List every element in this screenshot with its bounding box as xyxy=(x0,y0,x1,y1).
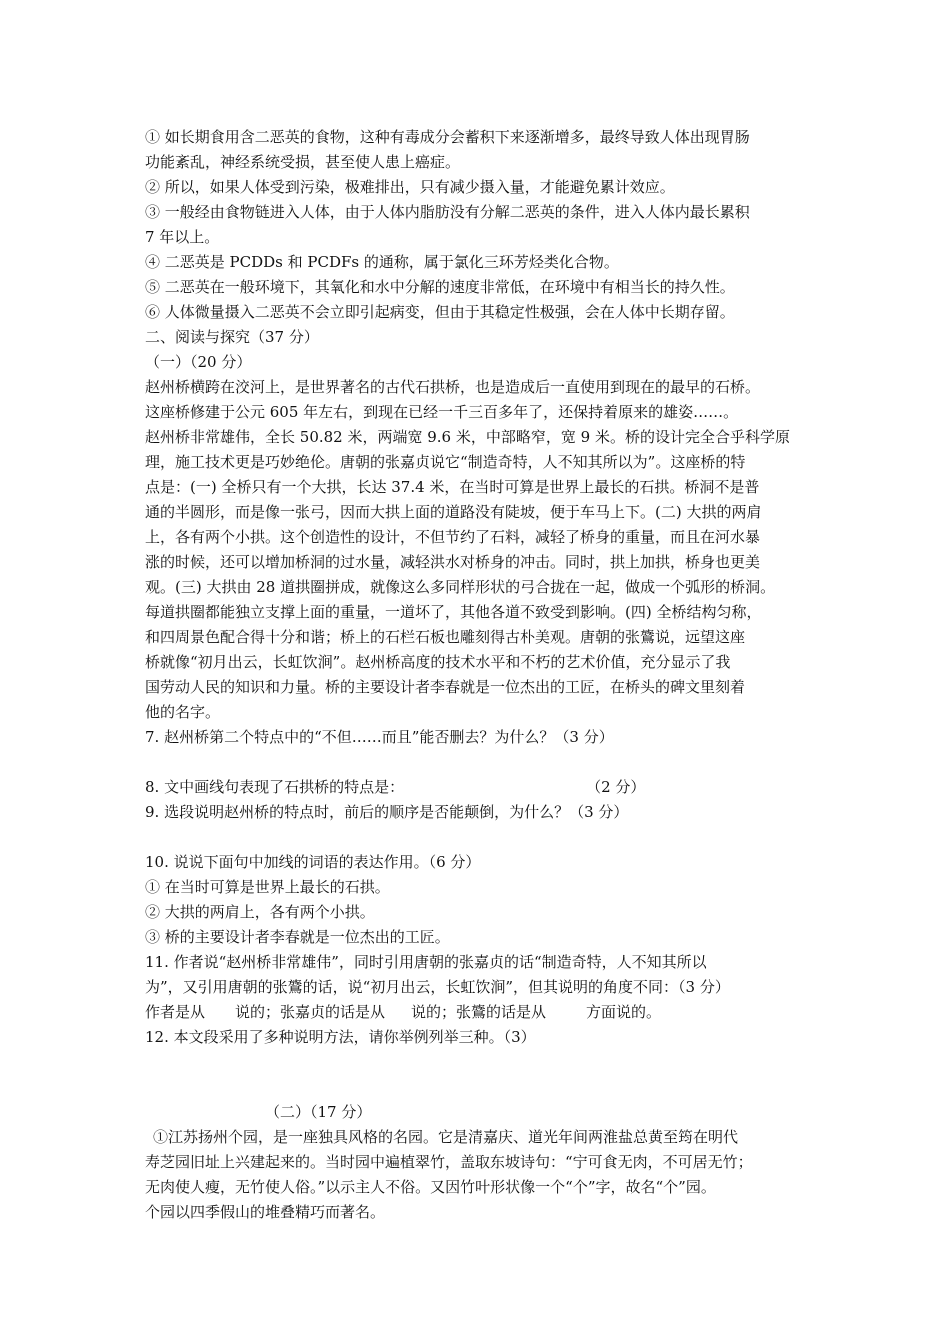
item-2: ② 所以，如果人体受到污染，极难排出，只有减少摄入量，才能避免累计效应。 xyxy=(145,178,675,196)
part-2-passage-line: 个园以四季假山的堆叠精巧而著名。 xyxy=(145,1203,386,1221)
question-11-line-1: 11. 作者说“赵州桥非常雄伟”，同时引用唐朝的张嘉贞的话“制造奇特，人不知其所以 xyxy=(145,953,707,971)
passage-line: 上，各有两个小拱。这个创造性的设计，不但节约了石料，减轻了桥身的重量，而且在河水暴 xyxy=(145,528,761,546)
question-9: 9. 选段说明赵州桥的特点时，前后的顺序是否能颠倒，为什么？（3 分） xyxy=(145,803,629,821)
passage-line: 赵州桥横跨在洨河上，是世界著名的古代石拱桥，也是造成后一直使用到现在的最早的石桥。 xyxy=(145,378,761,396)
question-12: 12. 本文段采用了多种说明方法，请你举例列举三种。（3） xyxy=(145,1028,536,1046)
question-8 xyxy=(145,778,645,796)
passage-line: 和四周景色配合得十分和谐；桥上的石栏石板也雕刻得古朴美观。唐朝的张鷟说，远望这座 xyxy=(145,628,746,646)
part-2-heading: （二）（17 分） xyxy=(265,1103,372,1121)
item-6: ⑥ 人体微量摄入二恶英不会立即引起病变，但由于其稳定性极强，会在人体中长期存留。 xyxy=(145,303,735,321)
question-7: 7. 赵州桥第二个特点中的“不但……而且”能否删去？为什么？（3 分） xyxy=(145,728,614,746)
passage-line: 桥就像“初月出云，长虹饮涧”。赵州桥高度的技术水平和不朽的艺术价值，充分显示了我 xyxy=(145,653,731,671)
question-8-text: 8. 文中画线句表现了石拱桥的特点是： xyxy=(145,778,405,796)
question-10-item: ③ 桥的主要设计者李春就是一位杰出的工匠。 xyxy=(145,928,450,946)
passage-line: 观。(三) 大拱由 28 道拱圈拼成，就像这么多同样形状的弓合拢在一起，做成一个弧形的桥洞。 xyxy=(145,578,776,596)
question-10-item: ① 在当时可算是世界上最长的石拱。 xyxy=(145,878,390,896)
part-2-passage-line: 寿芝园旧址上兴建起来的。当时园中遍植翠竹，盖取东坡诗句：“宁可食无肉，不可居无竹； xyxy=(145,1153,753,1171)
passage-line: 涨的时候，还可以增加桥洞的过水量，减轻洪水对桥身的冲击。同时，拱上加拱，桥身也更美 xyxy=(145,553,761,571)
section-heading: 二、阅读与探究（37 分） xyxy=(145,328,319,346)
passage-line: 国劳动人民的知识和力量。桥的主要设计者李春就是一位杰出的工匠，在桥头的碑文里刻着 xyxy=(145,678,746,696)
question-10-item: ② 大拱的两肩上，各有两个小拱。 xyxy=(145,903,375,921)
item-4: ④ 二恶英是 PCDDs 和 PCDFs 的通称，属于氯化三环芳烃类化合物。 xyxy=(145,253,619,271)
passage-line: 通的半圆形，而是像一张弓，因而大拱上面的道路没有陡坡，便于车马上下。(二) 大拱的两肩 xyxy=(145,503,762,521)
question-10: 10. 说说下面句中加线的词语的表达作用。（6 分） xyxy=(145,853,481,871)
part-2-passage-line: ①江苏扬州个园，是一座独具风格的名园。它是清嘉庆、道光年间两淮盐总黄至筠在明代 xyxy=(153,1128,739,1146)
item-1-line-1: ① 如长期食用含二恶英的食物，这种有毒成分会蓄积下来逐渐增多，最终导致人体出现胃肠 xyxy=(145,128,750,146)
passage-line: 理，施工技术更是巧妙绝伦。唐朝的张嘉贞说它“制造奇特，人不知其所以为”。这座桥的特 xyxy=(145,453,746,471)
part-1-heading: （一）（20 分） xyxy=(145,353,252,371)
q11-part-b: 说的；张嘉贞的话是从 xyxy=(235,1003,386,1021)
q11-part-c: 说的；张鷟的话是从 xyxy=(411,1003,547,1021)
passage-line: 每道拱圈都能独立支撑上面的重量，一道坏了，其他各道不致受到影响。(四) 全桥结构匀称， xyxy=(145,603,762,621)
item-3-line-1: ③ 一般经由食物链进入人体，由于人体内脂肪没有分解二恶英的条件，进入人体内最长累积 xyxy=(145,203,750,221)
question-8-score: （2 分） xyxy=(586,778,646,796)
question-11-line-3 xyxy=(145,1003,661,1021)
item-1-line-2: 功能紊乱，神经系统受损，甚至使人患上癌症。 xyxy=(145,153,461,171)
question-11-line-2: 为”，又引用唐朝的张鷟的话，说“初月出云，长虹饮涧”，但其说明的角度不同：（3 分） xyxy=(145,978,730,996)
item-5: ⑤ 二恶英在一般环境下，其氧化和水中分解的速度非常低，在环境中有相当长的持久性。 xyxy=(145,278,735,296)
passage-line: 这座桥修建于公元 605 年左右，到现在已经一千三百多年了，还保持着原来的雄姿……。 xyxy=(145,403,739,421)
passage-line: 点是：(一) 全桥只有一个大拱，长达 37.4 米，在当时可算是世界上最长的石拱。桥洞不是普 xyxy=(145,478,760,496)
q11-part-a: 作者是从 xyxy=(145,1003,206,1021)
part-2-passage-line: 无肉使人瘦，无竹使人俗。”以示主人不俗。又因竹叶形状像一个“个”字，故名“个”园。 xyxy=(145,1178,716,1196)
item-3-line-2: 7 年以上。 xyxy=(145,228,220,246)
passage-line: 赵州桥非常雄伟，全长 50.82 米，两端宽 9.6 米，中部略窄，宽 9 米。桥的设计完全合乎科学原 xyxy=(145,428,790,446)
passage-line: 他的名字。 xyxy=(145,703,221,721)
q11-part-d: 方面说的。 xyxy=(586,1003,662,1021)
